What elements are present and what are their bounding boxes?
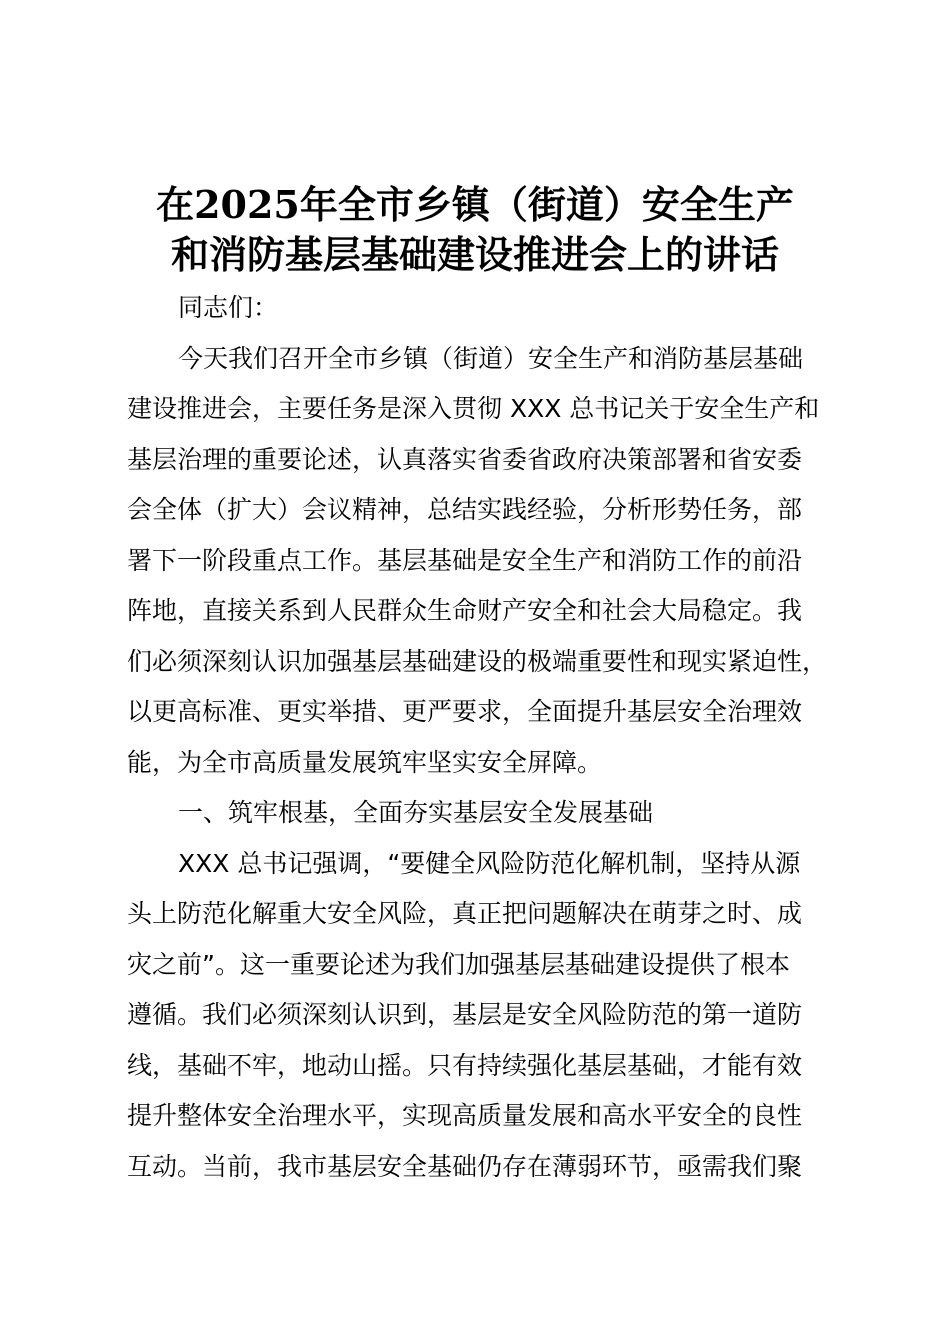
paragraph-2-line: 灾之前”。这一重要论述为我们加强基层基础建设提供了根本 [127, 949, 790, 979]
paragraph-1-line: 以更高标准、更实举措、更严要求，全面提升基层安全治理效 [127, 697, 803, 726]
title-line-1: 在2025年全市乡镇（街道）安全生产 [156, 182, 794, 227]
paragraph-1-line: 会全体（扩大）会议精神，总结实践经验，分析形势任务，部 [127, 495, 803, 524]
paragraph-2-line: 互动。当前，我市基层安全基础仍存在薄弱环节，亟需我们聚 [127, 1151, 803, 1181]
paragraph-2-line: 线，基础不牢，地动山摇。只有持续强化基层基础，才能有效 [127, 1050, 803, 1080]
paragraph-1-line: 署下一阶段重点工作。基层基础是安全生产和消防工作的前沿 [127, 545, 803, 575]
paragraph-1-line: 们必须深刻认识加强基层基础建设的极端重要性和现实紧迫性， [127, 646, 828, 676]
paragraph-1-line: 基层治理的重要论述，认真落实省委省政府决策部署和省安委 [127, 444, 803, 474]
paragraph-1-line: 能，为全市高质量发展筑牢坚实安全屏障。 [127, 747, 603, 777]
section-heading-1: 一、筑牢根基，全面夯实基层安全发展基础 [178, 798, 654, 827]
document-title [0, 180, 950, 280]
paragraph-2-line: 遵循。我们必须深刻认识到，基层是安全风险防范的第一道防 [127, 1000, 803, 1029]
salutation: 同志们： [178, 293, 279, 322]
paragraph-1-line: 今天我们召开全市乡镇（街道）安全生产和消防基层基础 [178, 343, 804, 373]
paragraph-2-line: 提升整体安全治理水平，实现高质量发展和高水平安全的良性 [127, 1101, 803, 1130]
title-line-2: 和消防基层基础建设推进会上的讲话 [170, 232, 779, 277]
document-body [127, 283, 832, 1192]
paragraph-2-line: 头上防范化解重大安全风险，真正把问题解决在萌芽之时、成 [127, 899, 803, 928]
paragraph-1-line: 建设推进会，主要任务是深入贯彻 XXX 总书记关于安全生产和 [127, 394, 820, 423]
paragraph-2-line: XXX 总书记强调，“要健全风险防范化解机制，坚持从源 [178, 848, 801, 878]
paragraph-1-line: 阵地，直接关系到人民群众生命财产安全和社会大局稳定。我 [127, 596, 803, 625]
